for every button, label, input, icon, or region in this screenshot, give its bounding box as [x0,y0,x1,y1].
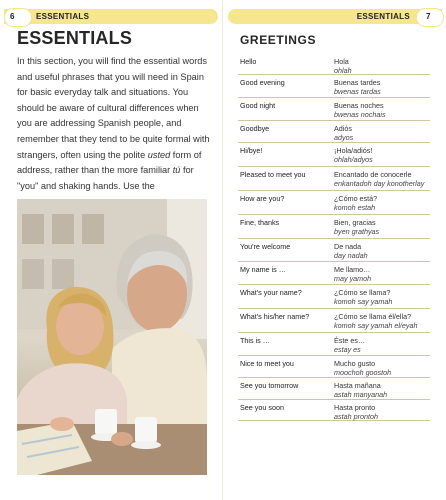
phrase-spanish: ¿Cómo se llama? [334,288,391,297]
phrase-spanish-cell [332,75,430,97]
phrase-row [238,121,430,143]
left-page-number: 6 [10,12,15,21]
phrase-spanish-cell [332,143,430,166]
phrase-row [238,309,430,333]
phrase-row [238,215,430,239]
phrase-spanish: Bien, gracias [334,218,376,227]
phrase-english: You're welcome [240,242,291,251]
phrase-spanish-cell [332,333,430,355]
phrase-row [238,262,430,285]
phrase-pronunciation: komoh estah [334,203,376,212]
phrase-pronunciation: may yamoh [334,274,372,283]
phrase-spanish: Me llamo… [334,265,371,274]
left-page-number-tab [4,8,32,27]
intro-paragraph [17,54,215,194]
left-header-bar [4,9,218,24]
phrase-row [238,333,430,356]
phrase-row [238,400,430,421]
phrase-english: See you tomorrow [240,381,299,390]
phrase-pronunciation: estay es [334,345,361,354]
phrase-pronunciation: ohlah/adyos [334,155,373,164]
right-page-number: 7 [426,12,431,21]
phrase-pronunciation: adyos [334,133,354,142]
phrase-row [238,75,430,98]
phrase-pronunciation: enkantadoh day konotherlay [334,179,425,188]
phrase-spanish-cell [332,378,430,399]
couple-photo-illustration [17,199,207,475]
phrase-spanish-cell [332,98,430,120]
phrase-row [238,239,430,262]
phrase-english: How are you? [240,194,285,203]
phrase-row [238,356,430,378]
left-page-title: ESSENTIALS [17,28,133,48]
greetings-title: GREETINGS [240,33,317,47]
phrase-spanish-cell [332,239,430,261]
phrase-pronunciation: astah prontoh [334,412,378,421]
phrase-spanish: ¡Hola/adiós! [334,146,373,155]
phrase-english: What's your name? [240,288,302,297]
phrase-english: This is … [240,336,270,345]
phrase-spanish: Buenas noches [334,101,384,110]
phrase-english: Hi/bye! [240,146,263,155]
page-gutter [222,0,223,500]
phrase-spanish-cell [332,215,430,238]
phrase-spanish: ¿Cómo se llama él/ella? [334,312,412,321]
phrase-pronunciation: bwenas nochais [334,110,386,119]
left-section-title: ESSENTIALS [36,12,90,21]
phrase-row [238,143,430,167]
phrase-row [238,167,430,191]
phrase-english: Goodbye [240,124,270,133]
phrase-pronunciation: byen grathyas [334,227,380,236]
phrase-english: Nice to meet you [240,359,294,368]
phrase-english: Fine, thanks [240,218,280,227]
phrase-row [238,54,430,75]
intro-text-3: for "you" and shaking hands. Use the [17,165,194,191]
phrase-pronunciation: komoh say yamah [334,297,393,306]
phrase-english: Good night [240,101,276,110]
phrase-spanish: Encantado de conocerle [334,170,412,179]
phrase-spanish: Éste es… [334,336,366,345]
phrase-spanish: ¿Cómo está? [334,194,378,203]
phrase-row [238,191,430,215]
phrase-spanish-cell [332,400,430,420]
phrase-spanish: Adiós [334,124,352,133]
phrase-pronunciation: ohlah [334,66,352,75]
phrase-spanish-cell [332,167,430,190]
phrase-english: My name is … [240,265,286,274]
couple-photo [17,199,207,475]
phrase-pronunciation: moochoh goostoh [334,368,392,377]
phrase-row [238,378,430,400]
intro-text-2: form of address, rather than the more familiar [17,149,202,176]
phrase-spanish-cell [332,309,430,332]
phrase-spanish: Hasta pronto [334,403,376,412]
phrase-spanish: Hola [334,57,349,66]
phrase-spanish: De nada [334,242,362,251]
phrase-spanish-cell [332,191,430,214]
phrase-english: What's his/her name? [240,312,310,321]
intro-usted: usted [147,149,171,160]
phrase-spanish-cell [332,54,430,74]
phrase-pronunciation: day nadah [334,251,368,260]
phrase-english: Hello [240,57,257,66]
phrase-spanish: Buenas tardes [334,78,381,87]
phrase-english: See you soon [240,403,284,412]
phrase-pronunciation: komoh say yamah el/eyah [334,321,418,330]
phrase-table [238,54,430,421]
phrase-spanish-cell [332,121,430,142]
phrase-spanish-cell [332,262,430,284]
phrase-pronunciation: bwenas tardas [334,87,381,96]
right-section-title: ESSENTIALS [356,12,410,21]
phrase-spanish: Hasta mañana [334,381,381,390]
phrase-english: Pleased to meet you [240,170,306,179]
phrase-spanish-cell [332,285,430,308]
phrase-row [238,98,430,121]
intro-tu: tú [172,165,181,176]
intro-text-1: In this section, you will find the essential words and useful phrases that you will need in Spain for basic everyday talk and situations. You should be aware of cultural differences when you are addressing Spanish people, and remember that they tend to be quite formal with strangers, often using the polite [17,56,210,160]
phrase-spanish: Mucho gusto [334,359,376,368]
phrase-pronunciation: astah manyanah [334,390,388,399]
right-header-bar [228,9,442,24]
phrase-english: Good evening [240,78,285,87]
phrase-spanish-cell [332,356,430,377]
phrase-row [238,285,430,309]
